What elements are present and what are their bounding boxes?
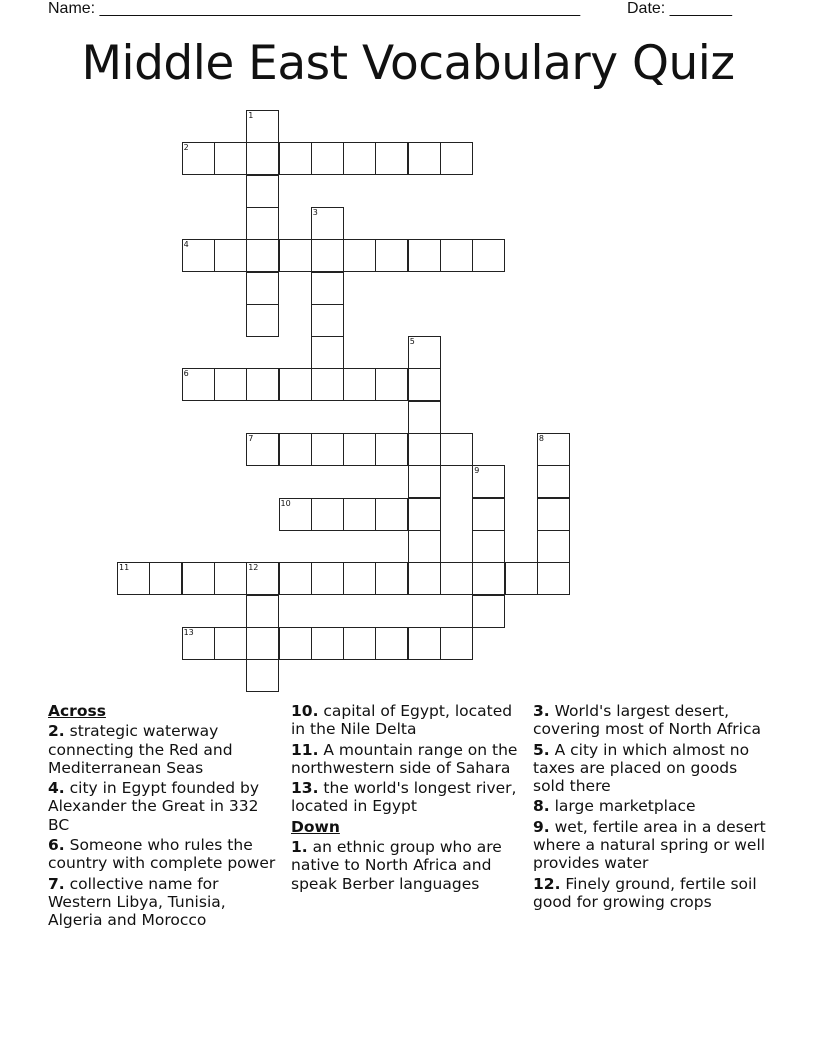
grid-cell[interactable]: [182, 239, 215, 272]
clue-down-8: [533, 797, 773, 815]
grid-cell[interactable]: [472, 239, 505, 272]
grid-cell[interactable]: [279, 368, 312, 401]
clue-down-12: [533, 875, 773, 912]
grid-cell[interactable]: [343, 239, 376, 272]
grid-cell[interactable]: [311, 627, 344, 660]
clue-column-2: [291, 702, 531, 895]
clue-number: 4.: [48, 779, 65, 798]
grid-cell[interactable]: [505, 562, 538, 595]
grid-cell[interactable]: [117, 562, 150, 595]
grid-cell[interactable]: [343, 498, 376, 531]
grid-cell[interactable]: [472, 498, 505, 531]
clue-across-4: [48, 779, 283, 834]
grid-cell[interactable]: [472, 562, 505, 595]
clue-down-3: [533, 702, 773, 739]
grid-cell[interactable]: [408, 465, 441, 498]
grid-cell[interactable]: [408, 562, 441, 595]
grid-cell[interactable]: [279, 142, 312, 175]
grid-cell[interactable]: [408, 368, 441, 401]
clue-number-label: 5: [409, 337, 415, 347]
grid-cell[interactable]: [182, 142, 215, 175]
clue-down-1: [291, 838, 531, 893]
grid-cell[interactable]: [311, 272, 344, 305]
grid-cell[interactable]: [537, 530, 570, 563]
grid-cell[interactable]: [246, 207, 279, 240]
grid-cell[interactable]: [472, 530, 505, 563]
grid-cell[interactable]: [246, 659, 279, 692]
clue-down-9: [533, 818, 773, 873]
clue-text: the world's longest river, located in Egypt: [291, 779, 517, 816]
clue-across-10: [291, 702, 531, 739]
grid-cell[interactable]: [343, 627, 376, 660]
across-heading: Across: [48, 702, 106, 720]
grid-cell[interactable]: [214, 368, 247, 401]
grid-cell[interactable]: [311, 207, 344, 240]
grid-cell[interactable]: [279, 433, 312, 466]
grid-cell[interactable]: [440, 627, 473, 660]
grid-cell[interactable]: [343, 368, 376, 401]
grid-cell[interactable]: [214, 627, 247, 660]
clue-column-1: [48, 702, 283, 932]
grid-cell[interactable]: [375, 433, 408, 466]
grid-cell[interactable]: [246, 627, 279, 660]
grid-cell[interactable]: [311, 433, 344, 466]
grid-cell[interactable]: [279, 627, 312, 660]
grid-cell[interactable]: [246, 175, 279, 208]
grid-cell[interactable]: [375, 142, 408, 175]
grid-cell[interactable]: [408, 627, 441, 660]
grid-cell[interactable]: [375, 498, 408, 531]
grid-cell[interactable]: [279, 239, 312, 272]
grid-cell[interactable]: [311, 498, 344, 531]
grid-cell[interactable]: [246, 110, 279, 143]
clue-number-label: 1: [248, 111, 254, 120]
grid-cell[interactable]: [343, 433, 376, 466]
grid-cell[interactable]: [279, 498, 312, 531]
clue-text: large marketplace: [549, 797, 696, 816]
grid-cell[interactable]: [182, 627, 215, 660]
clue-text: strategic waterway connecting the Red and Mediterranean Seas: [48, 722, 233, 777]
clue-number: 12.: [533, 874, 561, 893]
grid-cell[interactable]: [311, 562, 344, 595]
clue-text: Finely ground, fertile soil good for growing crops: [533, 874, 757, 911]
grid-cell[interactable]: [149, 562, 182, 595]
clue-number: 7.: [48, 874, 65, 893]
grid-cell[interactable]: [246, 595, 279, 628]
grid-cell[interactable]: [214, 142, 247, 175]
clue-number-label: 2: [183, 143, 189, 153]
grid-cell[interactable]: [182, 368, 215, 401]
grid-cell[interactable]: [440, 142, 473, 175]
clue-number: 9.: [533, 817, 550, 836]
grid-cell[interactable]: [472, 595, 505, 628]
grid-cell[interactable]: [246, 304, 279, 337]
clue-text: wet, fertile area in a desert where a natural spring or well provides water: [533, 817, 766, 873]
grid-cell[interactable]: [279, 562, 312, 595]
clue-across-7: [48, 875, 283, 930]
grid-cell[interactable]: [375, 562, 408, 595]
grid-cell[interactable]: [246, 433, 279, 466]
grid-cell[interactable]: [440, 433, 473, 466]
grid-cell[interactable]: [311, 336, 344, 369]
down-heading: Down: [291, 817, 340, 836]
clue-number-label: 13: [183, 627, 194, 637]
clue-down-5: [533, 741, 773, 796]
clue-across-6: [48, 836, 283, 873]
grid-cell[interactable]: [246, 239, 279, 272]
clue-number-label: 10: [280, 498, 291, 508]
clue-number-label: 12: [248, 563, 259, 573]
clue-number: 10.: [291, 702, 319, 720]
grid-cell[interactable]: [537, 465, 570, 498]
clue-text: A mountain range on the northwestern side of Sahara: [291, 740, 518, 777]
grid-cell[interactable]: [311, 368, 344, 401]
grid-cell[interactable]: [246, 272, 279, 305]
date-line: Date: _______: [627, 0, 732, 17]
grid-cell[interactable]: [182, 562, 215, 595]
grid-cell[interactable]: [408, 530, 441, 563]
grid-cell[interactable]: [440, 239, 473, 272]
grid-cell[interactable]: [408, 433, 441, 466]
clue-text: city in Egypt founded by Alexander the Great in 332 BC: [48, 779, 260, 834]
clue-across-2: [48, 722, 283, 777]
grid-cell[interactable]: [343, 562, 376, 595]
name-line: Name: ______________________________________________________: [48, 0, 581, 17]
grid-cell[interactable]: [311, 304, 344, 337]
grid-cell[interactable]: [408, 401, 441, 434]
clue-number: 3.: [533, 702, 550, 720]
clue-number-label: 8: [538, 434, 544, 443]
grid-cell[interactable]: [375, 239, 408, 272]
grid-cell[interactable]: [246, 562, 279, 595]
grid-cell[interactable]: [440, 562, 473, 595]
clue-text: World's largest desert, covering most of North Africa: [533, 702, 761, 739]
grid-cell[interactable]: [375, 627, 408, 660]
clue-number-label: 3: [312, 207, 318, 217]
grid-cell[interactable]: [311, 142, 344, 175]
clue-number-label: 4: [183, 240, 189, 250]
page-title: Middle East Vocabulary Quiz: [81, 36, 735, 91]
clue-number: 2.: [48, 722, 65, 741]
grid-cell[interactable]: [311, 239, 344, 272]
grid-cell[interactable]: [246, 368, 279, 401]
clue-number: 13.: [291, 779, 319, 798]
grid-cell[interactable]: [537, 433, 570, 466]
clue-text: capital of Egypt, located in the Nile Delta: [291, 702, 513, 739]
grid-cell[interactable]: [408, 142, 441, 175]
clue-column-3: [533, 702, 773, 913]
clue-number: 6.: [48, 836, 65, 855]
grid-cell[interactable]: [343, 142, 376, 175]
clue-text: an ethnic group who are native to North Africa and speak Berber languages: [291, 838, 502, 893]
clue-text: collective name for Western Libya, Tunisia, Algeria and Morocco: [48, 874, 226, 930]
clue-number-label: 11: [119, 563, 130, 573]
grid-cell[interactable]: [408, 498, 441, 531]
grid-cell[interactable]: [375, 368, 408, 401]
grid-cell[interactable]: [214, 239, 247, 272]
grid-cell[interactable]: [537, 498, 570, 531]
clue-number: 8.: [533, 797, 550, 816]
clue-number-label: 7: [248, 434, 254, 443]
grid-cell[interactable]: [472, 465, 505, 498]
clue-number: 11.: [291, 740, 319, 759]
clue-across-13: [291, 779, 531, 816]
grid-cell[interactable]: [246, 142, 279, 175]
clue-text: A city in which almost no taxes are placed on goods sold there: [533, 740, 750, 796]
clue-number-label: 9: [474, 466, 480, 476]
grid-cell[interactable]: [408, 336, 441, 369]
clue-number: 5.: [533, 740, 550, 759]
clue-text: Someone who rules the country with complete power: [48, 836, 276, 873]
grid-cell[interactable]: [537, 562, 570, 595]
clue-number: 1.: [291, 838, 308, 857]
grid-cell[interactable]: [408, 239, 441, 272]
grid-cell[interactable]: [214, 562, 247, 595]
clue-number-label: 6: [183, 369, 189, 379]
clue-across-11: [291, 741, 531, 778]
